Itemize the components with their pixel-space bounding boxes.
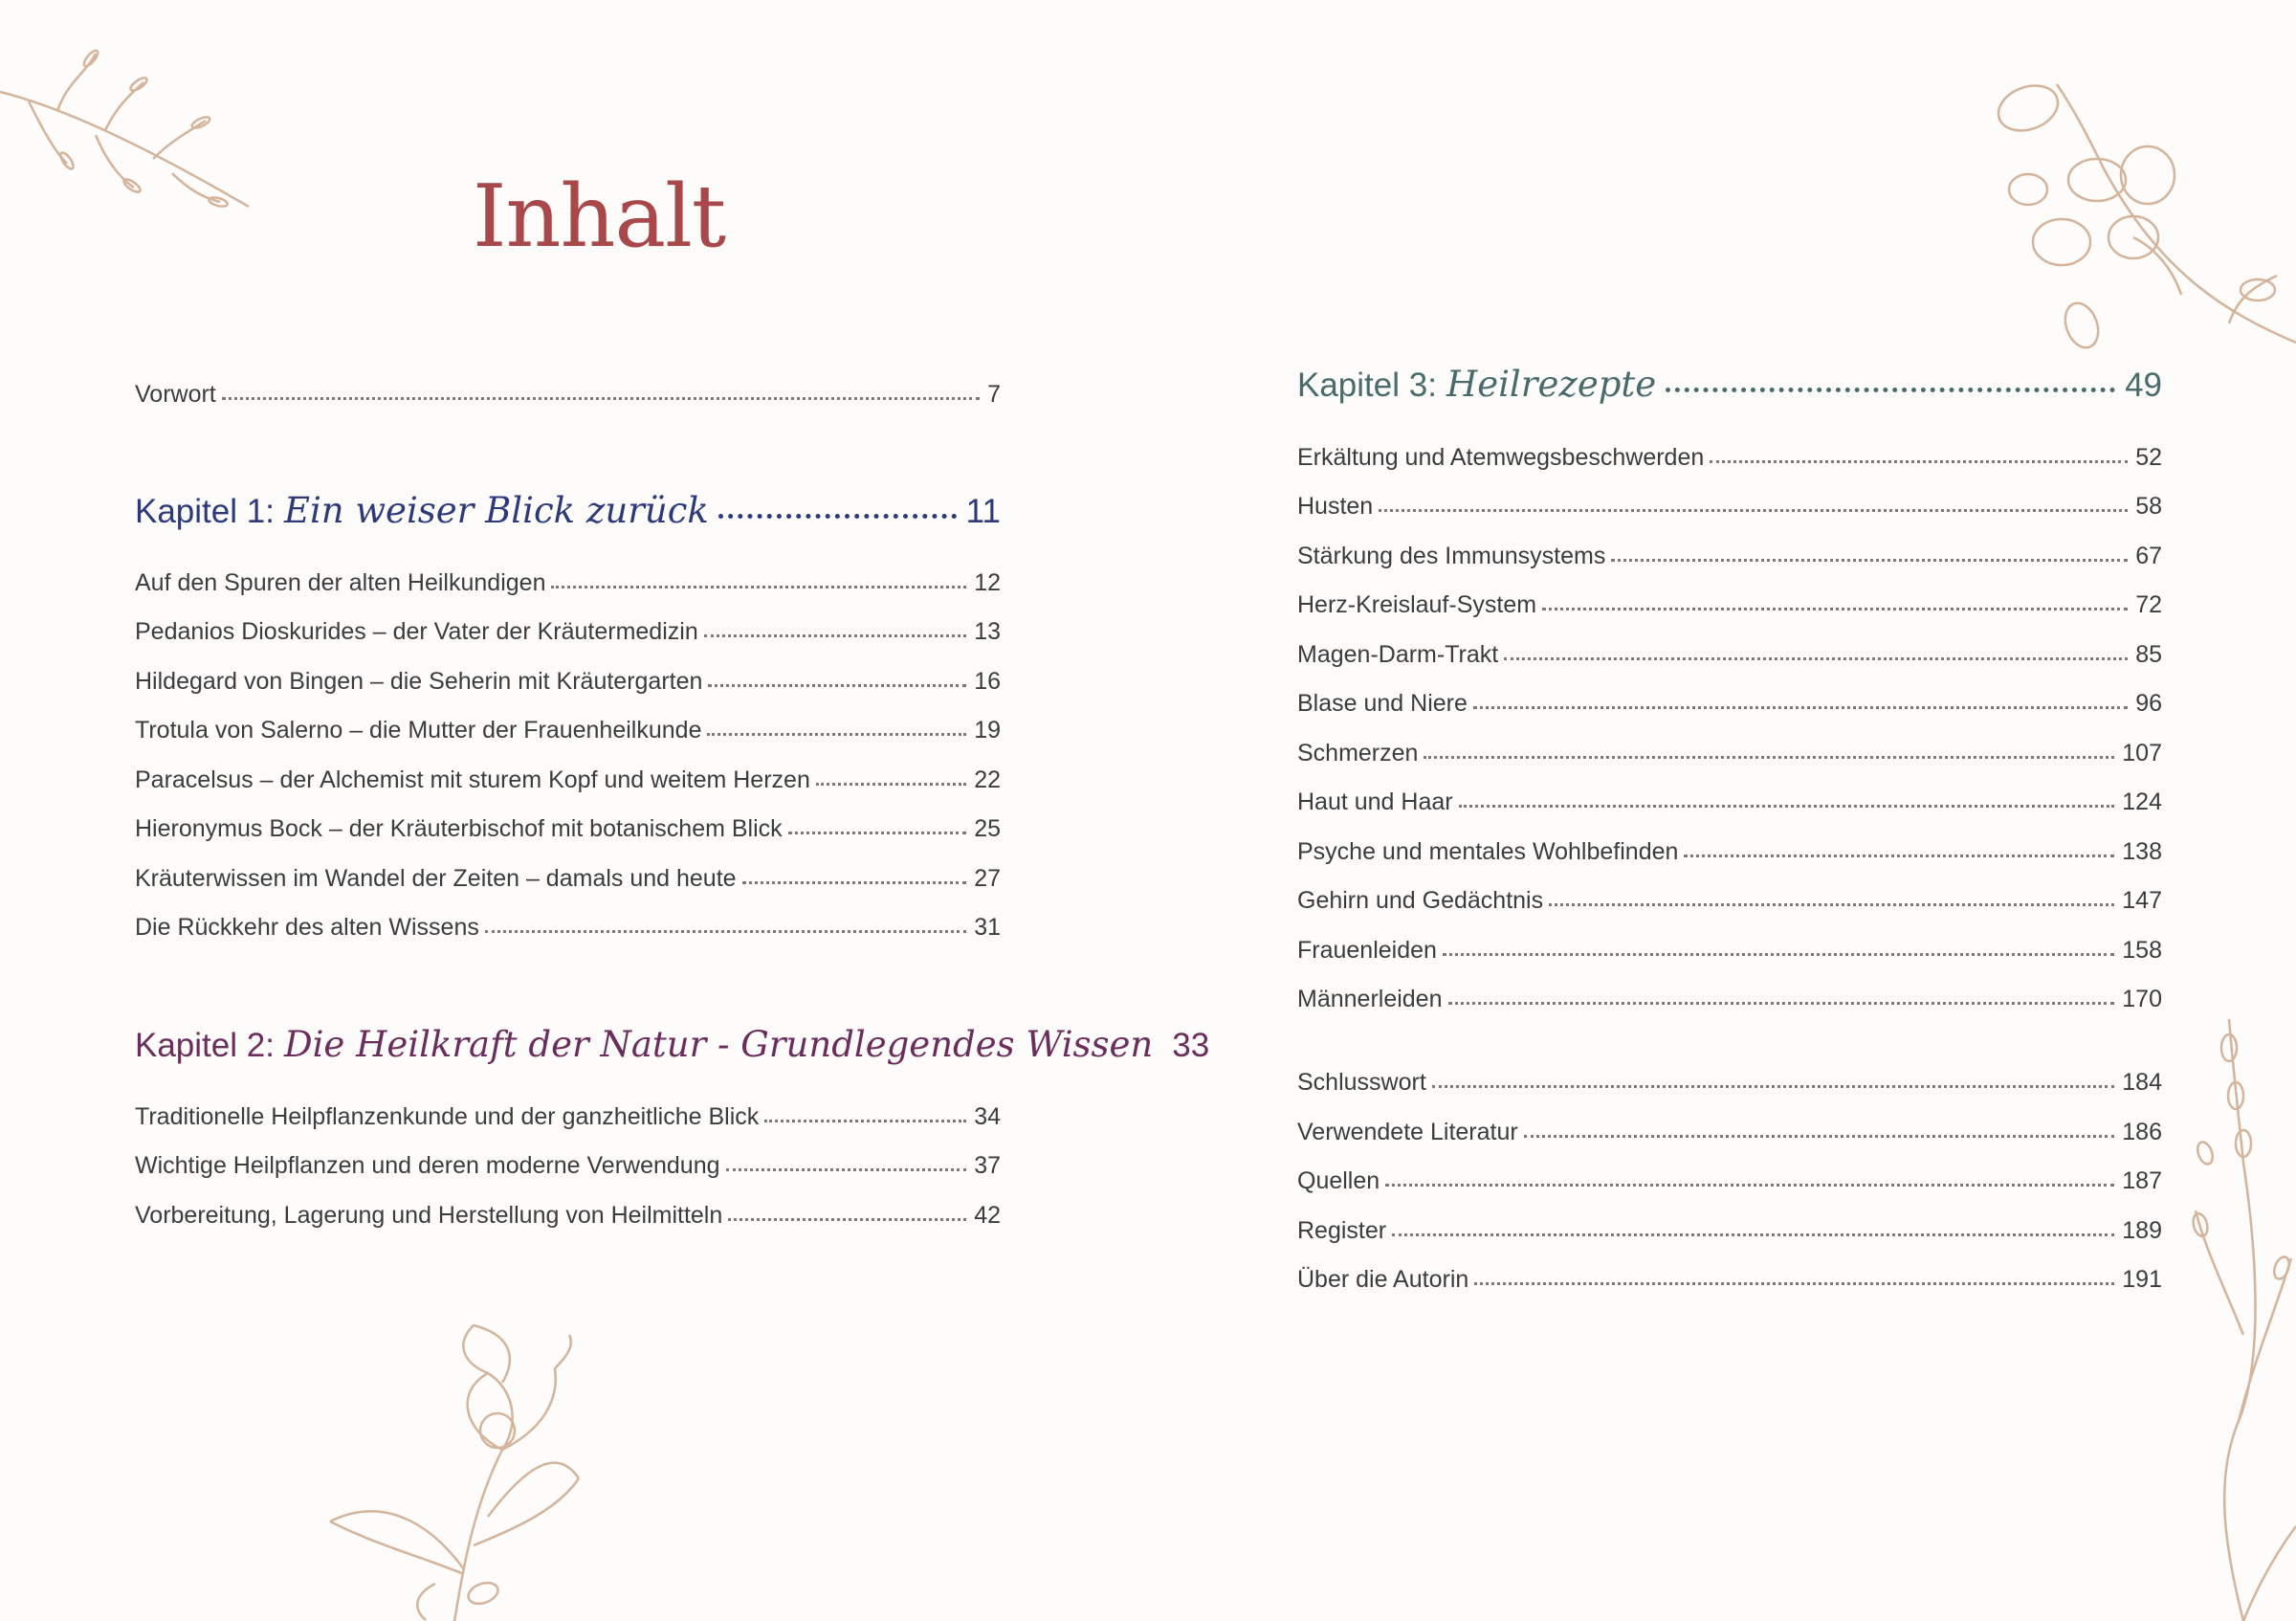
chapter-label: Kapitel 3: [1297,366,1437,404]
toc-entry-page: 37 [974,1152,1001,1179]
toc-entry-label: Schmerzen [1297,740,1419,766]
botanical-sprig-icon [0,34,258,226]
toc-entry-page: 170 [2122,986,2162,1012]
toc-entry[interactable] [1297,1211,2162,1250]
toc-entry[interactable] [135,612,1001,651]
toc-entry-page: 96 [2135,690,2162,717]
toc-entry[interactable] [1297,833,2162,871]
toc-entry-page: 67 [2135,543,2162,569]
toc-entry-label: Schlusswort [1297,1069,1426,1096]
toc-entry[interactable] [135,662,1001,700]
toc-entry-page: 52 [2135,444,2162,471]
toc-entry-label: Husten [1297,493,1374,520]
toc-entry[interactable] [1297,438,2162,477]
toc-entry-label: Frauenleiden [1297,937,1437,964]
toc-entry-page: 184 [2122,1069,2162,1096]
chapter-heading[interactable] [1297,364,2162,417]
toc-entry-label: Stärkung des Immunsystems [1297,543,1606,569]
leader-dots [764,1120,966,1122]
leader-dots [1549,903,2114,906]
toc-entry-label: Kräuterwissen im Wandel der Zeiten – damals und heute [135,865,737,892]
toc-entry[interactable] [1297,1063,2162,1101]
toc-entry-page: 186 [2122,1119,2162,1145]
chapter-2-entries [135,1098,1001,1241]
toc-entry[interactable] [135,564,1001,602]
toc-entry[interactable] [135,908,1001,946]
toc-entry[interactable] [1297,586,2162,624]
toc-entry[interactable] [1297,931,2162,969]
leader-dots [1504,657,2128,660]
toc-entry-page: 107 [2122,740,2162,766]
leader-dots [222,397,980,400]
toc-entry-label: Register [1297,1217,1387,1244]
leader-dots [1611,559,2128,562]
leader-dots [1474,1282,2114,1285]
leader-dots [708,684,966,687]
leader-dots [1432,1085,2115,1088]
toc-entry-page: 12 [974,569,1001,596]
chapter-page: 49 [2125,366,2162,404]
chapter-title: Ein weiser Blick zurück [283,490,709,531]
toc-entry[interactable] [135,810,1001,848]
toc-entry-page: 42 [974,1202,1001,1229]
toc-entry-label: Pedanios Dioskurides – der Vater der Kräutermedizin [135,618,698,645]
toc-entry-label: Magen-Darm-Trakt [1297,641,1499,668]
leader-dots [742,881,967,884]
toc-entry-label: Über die Autorin [1297,1266,1469,1293]
toc-entry-label: Männerleiden [1297,986,1443,1012]
toc-entry-label: Die Rückkehr des alten Wissens [135,914,479,941]
toc-entry-label: Quellen [1297,1167,1380,1194]
toc-entry[interactable] [135,711,1001,749]
toc-entry[interactable] [1297,635,2162,674]
toc-entry-label: Paracelsus – der Alchemist mit sturem Kopf und weitem Herzen [135,766,810,793]
toc-entry-page: 31 [974,914,1001,941]
toc-entry-page: 22 [974,766,1001,793]
chapter-label: Kapitel 1: [135,493,275,530]
toc-entry[interactable] [1297,980,2162,1018]
toc-entry[interactable] [135,1146,1001,1185]
leader-dots [1666,388,2115,392]
leader-dots [485,930,966,933]
chapter-2-heading [135,1024,1210,1077]
toc-entry-label: Trotula von Salerno – die Mutter der Frauenheilkunde [135,717,702,744]
leader-dots [788,832,967,834]
leader-dots [1684,855,2114,857]
eucalyptus-branch-icon [1990,75,2296,362]
toc-entry[interactable] [1297,1162,2162,1200]
toc-entry[interactable] [1297,881,2162,920]
toc-vorwort [135,375,1001,413]
toc-entry-page: 27 [974,865,1001,892]
chapter-label: Kapitel 2: [135,1027,275,1064]
toc-entry[interactable] [1297,783,2162,821]
chapter-page: 33 [1172,1027,1210,1064]
toc-entry-page: 189 [2122,1217,2162,1244]
toc-entry-label: Herz-Kreislauf-System [1297,591,1537,618]
toc-entry[interactable] [135,761,1001,799]
leader-dots [1392,1233,2114,1236]
leader-dots [1710,460,2128,463]
toc-entry-page: 158 [2122,937,2162,964]
toc-entry-page: 16 [974,668,1001,695]
toc-entry-page: 7 [987,381,1001,408]
chapter-title: Die Heilkraft der Natur - Grundlegendes Wissen [283,1024,1154,1065]
chapter-1-heading [135,490,1001,544]
chapter-heading[interactable] [135,1024,1210,1077]
toc-entry[interactable] [1297,487,2162,525]
toc-entry-label: Traditionelle Heilpflanzenkunde und der ganzheitliche Blick [135,1103,760,1130]
toc-entry-page: 58 [2135,493,2162,520]
toc-entry-page: 138 [2122,838,2162,865]
chapter-heading[interactable] [135,490,1001,544]
toc-entry[interactable] [135,1196,1001,1234]
chapter-page: 11 [965,493,1001,530]
leader-dots [726,1168,967,1171]
leader-dots [707,733,966,736]
chapter-3-heading [1297,364,2162,421]
toc-entry-page: 25 [974,815,1001,842]
toc-entry-page: 72 [2135,591,2162,618]
toc-entry[interactable] [135,859,1001,898]
leader-dots [1443,953,2114,956]
toc-entry[interactable] [1297,734,2162,772]
leader-dots [1542,608,2128,611]
toc-entry-label: Gehirn und Gedächtnis [1297,887,1544,914]
leader-dots [816,783,966,786]
toc-entry-label: Auf den Spuren der alten Heilkundigen [135,569,546,596]
toc-entry-page: 19 [974,717,1001,744]
leader-dots [728,1218,966,1221]
toc-entry-label: Verwendete Literatur [1297,1119,1518,1145]
leader-dots [1424,756,2114,759]
toc-entry[interactable] [1297,1260,2162,1299]
toc-entry-label: Erkältung und Atemwegsbeschwerden [1297,444,1705,471]
chapter-1-entries [135,564,1001,946]
chapter-3-entries [1297,438,2162,1032]
leader-dots [1473,706,2128,709]
toc-entry-page: 191 [2122,1266,2162,1293]
toc-entry-label: Blase und Niere [1297,690,1468,717]
leader-dots [1448,1002,2115,1005]
toc-entry-label: Psyche und mentales Wohlbefinden [1297,838,1679,865]
leader-dots [1459,805,2115,808]
leader-dots [704,634,966,637]
toc-entry[interactable] [135,375,1001,413]
toc-entry[interactable] [135,1098,1001,1136]
toc-entry-label: Vorwort [135,381,216,408]
chapter-title: Heilrezepte [1446,364,1657,405]
toc-entry[interactable] [1297,537,2162,575]
toc-entry-page: 187 [2122,1167,2162,1194]
wildflower-icon [320,1316,646,1621]
leader-dots [718,514,957,519]
toc-entry-label: Vorbereitung, Lagerung und Herstellung von Heilmitteln [135,1202,723,1229]
back-matter-entries [1297,1063,2162,1302]
leader-dots [1379,509,2128,512]
page-title: Inhalt [473,167,726,267]
toc-entry-label: Wichtige Heilpflanzen und deren moderne Verwendung [135,1152,720,1179]
leader-dots [1524,1135,2115,1138]
toc-entry-page: 147 [2122,887,2162,914]
toc-entry-page: 13 [974,618,1001,645]
leader-dots [1385,1184,2114,1187]
toc-entry-page: 85 [2135,641,2162,668]
lavender-stem-icon [2186,1019,2296,1621]
right-page [1148,0,2296,1621]
leader-dots [551,586,966,588]
toc-entry-label: Hildegard von Bingen – die Seherin mit Kräutergarten [135,668,703,695]
toc-entry-label: Hieronymus Bock – der Kräuterbischof mit botanischem Blick [135,815,783,842]
toc-entry[interactable] [1297,1113,2162,1151]
toc-entry[interactable] [1297,684,2162,722]
toc-entry-page: 34 [974,1103,1001,1130]
toc-entry-page: 124 [2122,788,2162,815]
toc-entry-label: Haut und Haar [1297,788,1453,815]
